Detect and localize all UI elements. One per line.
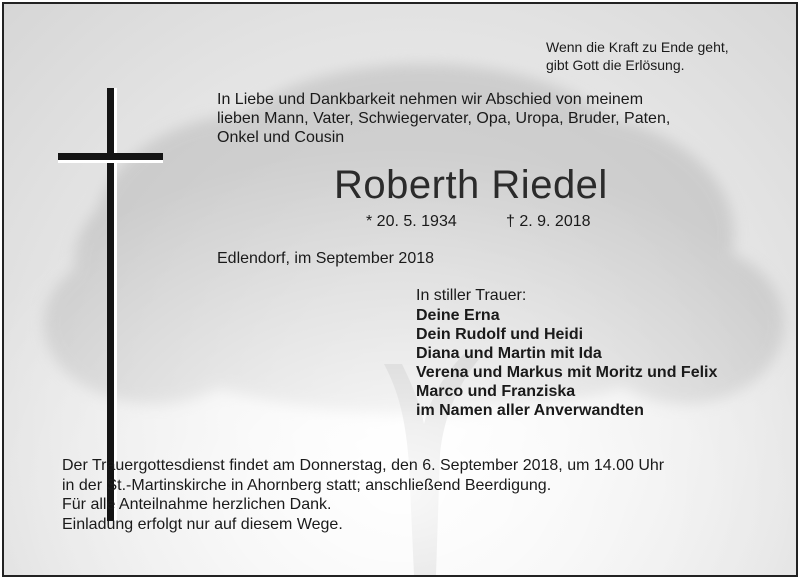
service-info	[62, 456, 762, 534]
service-line: in der St.-Martinskirche in Ahornberg statt; anschließend Beerdigung.	[62, 476, 552, 494]
mourners-list	[416, 306, 717, 420]
motto	[546, 38, 729, 74]
deceased-name: Roberth Riedel	[334, 163, 608, 207]
mourner-name: Marco und Franziska	[416, 383, 576, 400]
obituary-card	[2, 2, 798, 577]
intro-text	[217, 90, 757, 147]
mourner-name: Verena und Markus mit Moritz und Felix	[416, 364, 718, 381]
invitation-line: Einladung erfolgt nur auf diesem Wege.	[62, 515, 343, 533]
cross-icon-bar	[58, 153, 163, 160]
mourning-heading: In stiller Trauer:	[416, 287, 527, 304]
service-line: Der Trauergottesdienst findet am Donnerstag, den 6. September 2018, um 14.00 Uhr	[62, 457, 665, 474]
motto-line: Wenn die Kraft zu Ende geht,	[546, 39, 729, 55]
mourner-name: Deine Erna	[416, 307, 500, 324]
motto-line: gibt Gott die Erlösung.	[546, 57, 685, 73]
birth-date: * 20. 5. 1934	[366, 213, 457, 230]
place-date: Edlendorf, im September 2018	[217, 250, 435, 267]
intro-line: lieben Mann, Vater, Schwiegervater, Opa, Uropa, Bruder, Paten,	[217, 110, 671, 127]
mourner-name: im Namen aller Anverwandten	[416, 402, 644, 419]
intro-line: Onkel und Cousin	[217, 129, 345, 146]
thanks-line: Für alle Anteilnahme herzlichen Dank.	[62, 496, 332, 513]
mourner-name: Dein Rudolf und Heidi	[416, 326, 584, 343]
mourner-name: Diana und Martin mit Ida	[416, 345, 602, 362]
intro-line: In Liebe und Dankbarkeit nehmen wir Abschied von meinem	[217, 91, 644, 108]
death-date: † 2. 9. 2018	[506, 213, 591, 230]
